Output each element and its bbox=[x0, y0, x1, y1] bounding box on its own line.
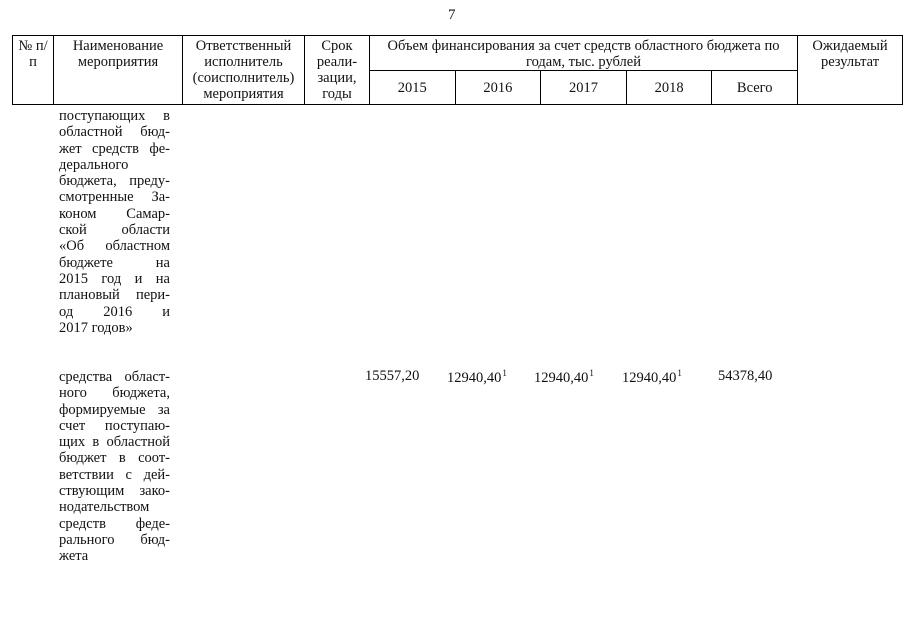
header-name: Наименование мероприятия bbox=[54, 36, 183, 105]
text-line: бюджет в соот- bbox=[59, 450, 170, 467]
text-line: бюджета, преду- bbox=[59, 173, 170, 190]
text-line: ствующим зако- bbox=[59, 483, 170, 500]
footnote-mark: 1 bbox=[677, 368, 682, 378]
value-2016-amount: 12940,40 bbox=[447, 370, 502, 386]
header-executor: Ответственный исполнитель (соисполнитель) мероприятия bbox=[183, 36, 305, 105]
header-number: № п/п bbox=[13, 36, 54, 105]
text-line: средства област- bbox=[59, 369, 170, 385]
table-header bbox=[12, 35, 903, 105]
row2-name-cell bbox=[59, 369, 170, 565]
text-line: дерального bbox=[59, 156, 129, 173]
text-line: бюджете на bbox=[59, 254, 170, 271]
value-2018-amount: 12940,40 bbox=[622, 370, 677, 386]
text-line: областной бюд- bbox=[59, 124, 170, 141]
header-year-2016: 2016 bbox=[455, 71, 541, 105]
row1-name-cell bbox=[59, 108, 170, 336]
value-2017 bbox=[534, 368, 594, 387]
footnote-mark: 1 bbox=[502, 368, 507, 378]
text-line: ской области bbox=[59, 222, 170, 239]
text-line: смотренные За- bbox=[59, 189, 170, 206]
value-2015 bbox=[365, 368, 419, 385]
header-funding: Объем финансирования за счет средств областного бюджета по годам, тыс. рублей bbox=[370, 36, 798, 71]
text-line: ного бюджета, bbox=[59, 385, 170, 402]
text-line: од 2016 и bbox=[59, 303, 170, 320]
text-line: 2015 год и на bbox=[59, 270, 170, 287]
value-2017-amount: 12940,40 bbox=[534, 370, 589, 386]
value-2018 bbox=[622, 368, 682, 387]
value-2016 bbox=[447, 368, 507, 387]
text-line: 2017 годов» bbox=[59, 319, 133, 336]
value-2015-amount: 15557,20 bbox=[365, 368, 420, 384]
text-line: поступающих в bbox=[59, 108, 170, 124]
header-year-2017: 2017 bbox=[541, 71, 627, 105]
header-result: Ожидаемый результат bbox=[798, 36, 903, 105]
text-line: формируемые за bbox=[59, 401, 170, 418]
text-line: коном Самар- bbox=[59, 205, 170, 222]
text-line: жета bbox=[59, 548, 89, 565]
page-number: 7 bbox=[448, 7, 456, 23]
value-total bbox=[718, 368, 772, 385]
text-line: счет поступаю- bbox=[59, 417, 170, 434]
text-line: плановый пери- bbox=[59, 287, 170, 304]
text-line: нодательством bbox=[59, 499, 150, 516]
text-line: жет средств фе- bbox=[59, 140, 170, 157]
header-year-2015: 2015 bbox=[370, 71, 456, 105]
text-line: ветствии с дей- bbox=[59, 466, 170, 483]
text-line: «Об областном bbox=[59, 238, 170, 255]
text-line: щих в областной bbox=[59, 434, 170, 451]
footnote-mark: 1 bbox=[589, 368, 594, 378]
text-line: средств феде- bbox=[59, 515, 170, 532]
header-year-2018: 2018 bbox=[626, 71, 712, 105]
text-line: рального бюд- bbox=[59, 531, 170, 548]
header-term: Срок реали- зации, годы bbox=[305, 36, 370, 105]
value-total-amount: 54378,40 bbox=[718, 368, 773, 384]
header-total: Всего bbox=[712, 71, 798, 105]
